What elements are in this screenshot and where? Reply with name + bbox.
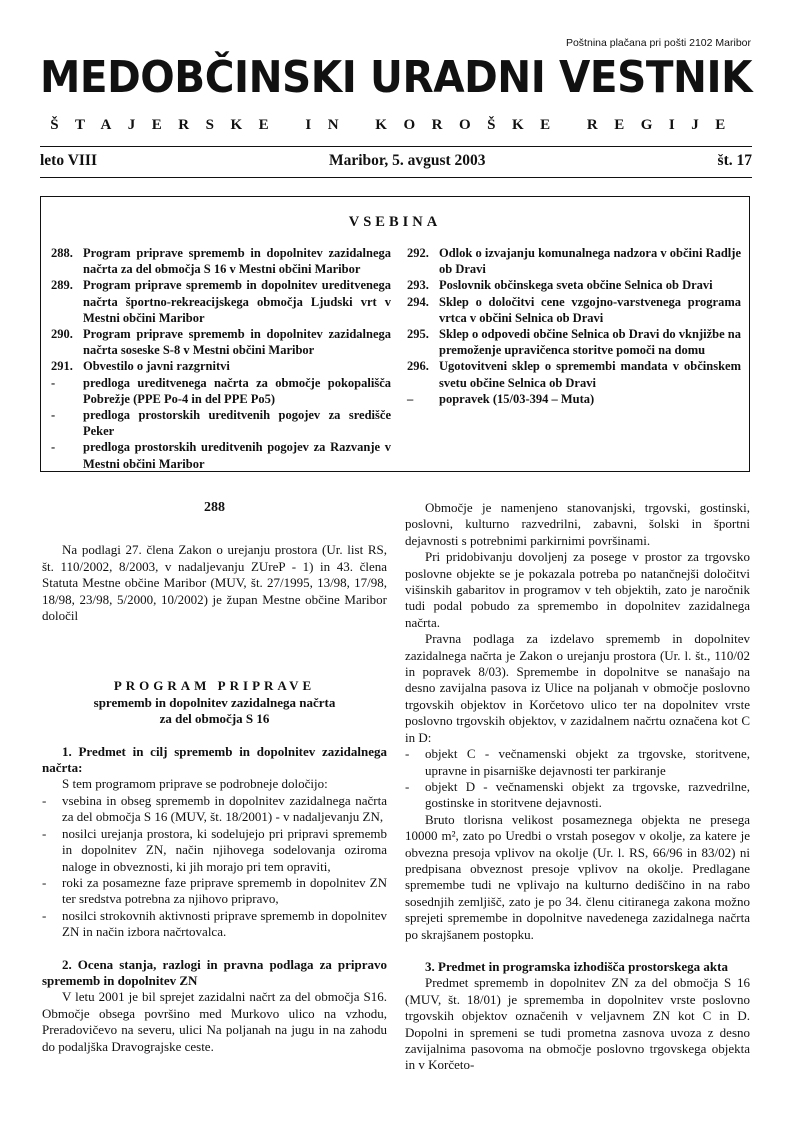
contents-box (40, 196, 750, 472)
contents-item-title: predloga ureditvenega načrta za območje pokopališča Pobrežje (PPE Po-4 in del PPE Po5) (83, 375, 391, 406)
list-item (42, 826, 387, 875)
list-item (51, 407, 391, 439)
contents-item-title: Sklep o odpovedi občine Selnica ob Dravi do vknjižbe na premoženje upravičenca storitve pomoči na domu (439, 327, 741, 358)
article-number: 288 (204, 500, 225, 515)
article-left-column (42, 500, 387, 1055)
section-1-intro: S tem programom priprave se podrobneje določijo: (62, 776, 328, 792)
list-item (407, 245, 741, 277)
contents-item-title: Program priprave sprememb in dopolnitev zazidalnega načrta za del območja S 16 v Mestni občini Maribor (83, 246, 391, 277)
list-item-text: objekt C - večnamenski objekt za trgovske, storitvene, upravne in pisarniške dejavnosti ter parkiranje (425, 746, 750, 778)
list-item-text: vsebina in obseg sprememb in dopolnitev zazidalnega načrta za del območja S 16 (MUV, št. 18/2001) - v nadaljevanju ZN, (62, 792, 387, 825)
object-list (405, 746, 750, 812)
contents-item-number: - (51, 408, 56, 423)
list-item (51, 375, 391, 407)
issue-year: leto VIII (40, 152, 97, 169)
list-item (51, 439, 391, 471)
list-item (51, 245, 391, 277)
contents-left-column (51, 245, 391, 472)
list-item-text: roki za posamezne faze priprave sprememb in dopolnitev ZN ter sredstva potrebna za njihovo pripravo, (62, 874, 387, 907)
header-rule-top (40, 146, 752, 147)
contents-item-title: predloga prostorskih ureditvenih pogojev za središče Peker (83, 408, 391, 439)
list-item (42, 875, 387, 908)
list-item (42, 793, 387, 826)
program-title: PROGRAM PRIPRAVE (113, 678, 316, 694)
list-item (407, 326, 741, 358)
program-subtitle-1: sprememb in dopolnitev zazidalnega načrta (93, 694, 336, 710)
issue-meta (40, 152, 752, 170)
contents-item-number: - (51, 375, 56, 390)
header-rule-bottom (40, 177, 752, 178)
list-item-text: objekt D - večnamenski objekt za trgovske, razvedrilne, gostinske in storitvene dejavnosti. (425, 778, 750, 811)
contents-item-number: – (407, 391, 414, 406)
list-dash: - (42, 874, 47, 890)
list-item (407, 391, 741, 407)
section-1-list (42, 793, 387, 941)
right-paragraph-2: Pri pridobivanju dovoljenj za posege v prostor za trgovsko poslovne objekte se je pokazala potreba po natančnejši določitvi višinskih gabaritov in programov v teh objektih, zato je naročnik tudi podal pobudo za spremembo in dopolnitev zazidalnega načrta. (405, 549, 750, 630)
contents-item-title: Ugotovitveni sklep o spremembi mandata v občinskem svetu občine Selnica ob Dravi (439, 359, 741, 390)
list-dash: - (42, 907, 47, 923)
list-item (42, 908, 387, 941)
list-item-text: nosilci urejanja prostora, ki sodelujejo pri pripravi sprememb in dopolnitev ZN, način njihovega sodelovanja oziroma naloge in obveznosti, ki jih morajo pri tem opraviti, (62, 825, 387, 874)
section-2-paragraph: V letu 2001 je bil sprejet zazidalni načrt za del območja S16. Območje obsega površino med Murkovo ulico na vzhodu, Preradovičevo na severu, ulici Na poljanah na jugu in na zahodu do podaljška Dravograjske ceste. (42, 989, 387, 1054)
contents-item-title: Program priprave sprememb in dopolnitev zazidalnega načrta soseske S-8 v Mestni občini Maribor (83, 327, 391, 358)
contents-item-title: Sklep o določitvi cene vzgojno-varstvenega programa vrtca v občini Selnica ob Dravi (439, 294, 741, 325)
masthead-title: MEDOBČINSKI URADNI VESTNIK (40, 52, 753, 103)
contents-item-title: Program priprave sprememb in dopolnitev ureditvenega načrta športno-rekreacijskega območja Ljudski vrt v Mestni občini Maribor (83, 278, 391, 325)
issue-number: št. 17 (717, 152, 752, 169)
contents-right-column (407, 245, 741, 407)
right-paragraph-4: Bruto tlorisna velikost posameznega objekta ne presega 10000 m², zato po Uredbi o vrstah posegov v okolje, za katere je obvezna presoja vplivov na okolje (Ur. l. RS, 66/96 in 83/02) ni predpisana obveznost presoje vplivov na okolje. Predlagane spremembe tudi ne vplivajo na kulturno dediščino in na rabo sosednjih zemljišč, zato je po 34. členu citiranega zakona možno sprejeti spremembe in dopolnitve navedenega zazidalnega načrta po skrajšanem postopku. (405, 811, 750, 942)
contents-item-title: Obvestilo o javni razgrnitvi (83, 359, 230, 374)
right-paragraph-5: Predmet sprememb in dopolnitev ZN za del območja S 16 (MUV, št. 18/01) je sprememba in dopolnitev vrste poslovno trgovskih objektov označenih v veljavnem ZN kot C in D. Dopolni in spremeni se tudi prometna zasnova uvoza z desno zavijalnima pasovoma na območje poslovno trgovskega objekta in v Korčeto- (405, 975, 750, 1073)
list-item (51, 277, 391, 326)
issue-place-date: Maribor, 5. avgust 2003 (328, 152, 486, 169)
right-paragraph-3: Pravna podlaga za izdelavo sprememb in dopolnitev zazidalnega načrta je Zakon o urejanju prostora (Ur. l. št., 110/02 in popravek 8/03). Spremembe in dopolnitve se nanašajo na desno zavijalna pasova iz Ulice na poljanah v območje poslovno trgovskih objektov in Korčetovo ulico ter na dopolnitev vrste poslovno trgovskih objektov, v zazidalnem načrtu označena kot C in D: (405, 631, 750, 745)
postage-note: Poštnina plačana pri pošti 2102 Maribor (565, 37, 751, 49)
list-item (407, 277, 741, 293)
list-item (405, 779, 750, 812)
contents-item-title: predloga prostorskih ureditvenih pogojev za Razvanje v Mestni občini Maribor (83, 440, 391, 471)
list-dash: - (42, 792, 47, 808)
section-heading-2: 2. Ocena stanja, razlogi in pravna podlaga za pripravo sprememb in dopolnitev ZN (42, 956, 387, 988)
contents-item-number: 290. (51, 327, 73, 342)
contents-item-title: Poslovnik občinskega sveta občine Selnica ob Dravi (439, 278, 713, 293)
article-right-column (405, 500, 750, 1074)
contents-item-number: 294. (407, 294, 429, 309)
contents-item-number: - (51, 440, 56, 455)
list-item (405, 746, 750, 779)
contents-item-number: 293. (407, 278, 429, 293)
list-dash: - (405, 746, 410, 762)
list-dash: - (405, 778, 410, 794)
list-item (407, 358, 741, 390)
list-item (51, 358, 391, 374)
contents-item-number: 289. (51, 278, 73, 293)
contents-item-title: Odlok o izvajanju komunalnega nadzora v občini Radlje ob Dravi (439, 246, 741, 277)
article-intro: Na podlagi 27. člena Zakon o urejanju prostora (Ur. list RS, št. 110/2002, 8/2003, v nadaljevanju ZUreP - 1) in 43. člena Statuta Mestne občine Maribor (MUV, št. 27/1995, 13/98, 17/98, 18/98, 23/98, 5/2000, 10/2002) je župan Mestne občine Maribor določil (42, 542, 387, 624)
list-item (51, 326, 391, 358)
section-heading-1: 1. Predmet in cilj sprememb in dopolnitev zazidalnega načrta: (42, 743, 387, 776)
section-heading-3: 3. Predmet in programska izhodišča prostorskega akta (425, 958, 728, 974)
contents-item-number: 288. (51, 246, 73, 260)
list-item-text: nosilci strokovnih aktivnosti priprave sprememb in dopolnitev ZN in način izbora načrtovalca. (62, 907, 387, 940)
contents-title: VSEBINA (348, 214, 442, 230)
program-subtitle-2: za del območja S 16 (159, 711, 270, 727)
contents-item-number: 291. (51, 359, 73, 374)
contents-item-number: 292. (407, 246, 429, 260)
contents-item-title: popravek (15/03-394 – Muta) (439, 391, 595, 406)
list-dash: - (42, 825, 47, 841)
right-paragraph-1: Območje je namenjeno stanovanjski, trgovski, gostinski, poslovni, kulturno razvedrilni, zabavni, šolski in športni dejavnosti s potrebnimi parkirnimi površinami. (405, 500, 750, 548)
masthead-subtitle: ŠTAJERSKE IN KOROŠKE REGIJE (50, 117, 742, 133)
contents-item-number: 295. (407, 327, 429, 342)
contents-item-number: 296. (407, 359, 429, 374)
list-item (407, 294, 741, 326)
